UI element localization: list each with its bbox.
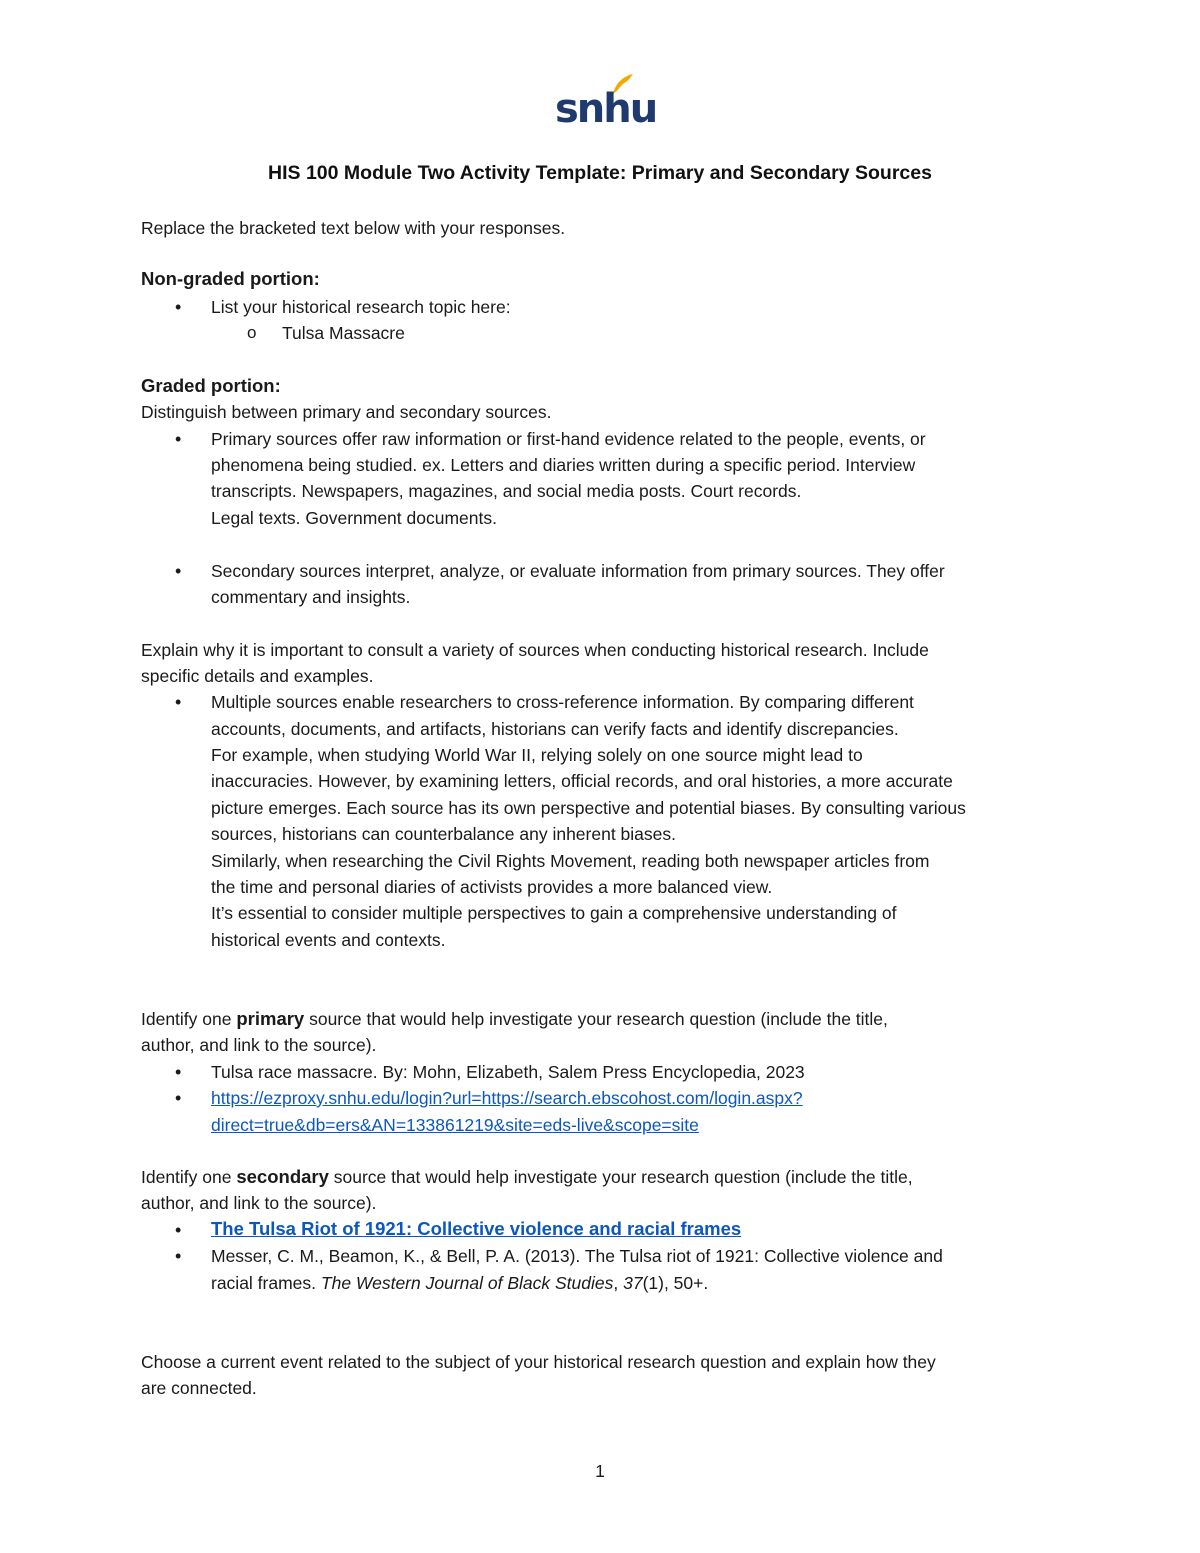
instructions-text: Replace the bracketed text below with your responses. (141, 218, 566, 238)
primary-definition-line: Primary sources offer raw information or first-hand evidence related to the people, events, or (211, 429, 926, 449)
variety-answer-line: picture emerges. Each source has its own perspective and potential biases. By consulting various (211, 798, 966, 818)
bullet-icon: • (175, 297, 182, 317)
secondary-source-link[interactable]: The Tulsa Riot of 1921: Collective violence and racial frames (211, 1218, 742, 1239)
bullet-icon: • (175, 1220, 182, 1240)
variety-prompt-line: Explain why it is important to consult a variety of sources when conducting historical research. Include (141, 640, 929, 660)
journal-volume: 37 (623, 1273, 643, 1293)
variety-answer-line: It’s essential to consider multiple perspectives to gain a comprehensive understanding of (211, 903, 897, 923)
variety-answer-line: For example, when studying World War II, relying solely on one source might lead to (211, 745, 863, 765)
bullet-icon: • (175, 692, 182, 712)
bullet-icon: • (175, 1062, 182, 1082)
primary-citation: Tulsa race massacre. By: Mohn, Elizabeth, Salem Press Encyclopedia, 2023 (211, 1062, 805, 1082)
variety-answer-line: inaccuracies. However, by examining letters, official records, and oral histories, a more accurate (211, 771, 953, 791)
primary-source-prompt (141, 1006, 1071, 1033)
document-title: HIS 100 Module Two Activity Template: Primary and Secondary Sources (268, 162, 932, 184)
graded-heading: Graded portion: (141, 375, 281, 396)
page-number: 1 (595, 1461, 605, 1481)
distinguish-prompt: Distinguish between primary and secondary sources. (141, 402, 552, 422)
topic-bullet: List your historical research topic here: (211, 297, 511, 317)
secondary-source-prompt-line2: author, and link to the source). (141, 1193, 377, 1213)
secondary-citation-line1: Messer, C. M., Beamon, K., & Bell, P. A. (2013). The Tulsa riot of 1921: Collective violence and (211, 1246, 943, 1266)
prompt-text: source that would help investigate your research question (include the title, (304, 1009, 888, 1029)
variety-prompt-line: specific details and examples. (141, 666, 374, 686)
variety-answer-line: Multiple sources enable researchers to cross-reference information. By comparing different (211, 692, 914, 712)
secondary-definition-line: commentary and insights. (211, 587, 411, 607)
prompt-text: Identify one (141, 1009, 237, 1029)
prompt-text: Identify one (141, 1167, 237, 1187)
current-event-prompt-line: are connected. (141, 1378, 257, 1398)
variety-answer-line: sources, historians can counterbalance any inherent biases. (211, 824, 676, 844)
primary-definition-line: Legal texts. Government documents. (211, 508, 497, 528)
bullet-icon: • (175, 1246, 182, 1266)
variety-answer-line: accounts, documents, and artifacts, historians can verify facts and identify discrepancies. (211, 719, 899, 739)
citation-text: racial frames. (211, 1273, 321, 1293)
secondary-citation-line2 (211, 1270, 1071, 1297)
variety-answer-line: historical events and contexts. (211, 930, 446, 950)
primary-url-line1[interactable]: https://ezproxy.snhu.edu/login?url=https://search.ebscohost.com/login.aspx? (211, 1088, 803, 1108)
prompt-text: source that would help investigate your research question (include the title, (328, 1167, 913, 1187)
primary-url-line2[interactable]: direct=true&db=ers&AN=133861219&site=eds-live&scope=site (211, 1114, 699, 1135)
primary-source-link[interactable] (211, 1085, 1071, 1138)
prompt-emphasis: secondary (236, 1166, 329, 1187)
citation-text: , (613, 1273, 624, 1293)
primary-definition-line: phenomena being studied. ex. Letters and diaries written during a specific period. Interview (211, 455, 916, 475)
secondary-source-prompt (141, 1164, 1071, 1191)
secondary-definition-line: Secondary sources interpret, analyze, or evaluate information from primary sources. They offer (211, 561, 945, 581)
variety-answer-line: Similarly, when researching the Civil Rights Movement, reading both newspaper articles from (211, 851, 930, 871)
primary-source-prompt-line2: author, and link to the source). (141, 1035, 377, 1055)
snhu-logo (555, 72, 657, 134)
journal-title: The Western Journal of Black Studies (320, 1273, 614, 1293)
logo-wordmark: snhu (555, 86, 657, 132)
variety-answer-line: the time and personal diaries of activists provides a more balanced view. (211, 877, 773, 897)
sub-bullet-marker: o (247, 323, 257, 342)
bullet-icon: • (175, 561, 182, 581)
research-topic: Tulsa Massacre (282, 323, 405, 343)
bullet-icon: • (175, 1088, 182, 1108)
citation-text: (1), 50+. (642, 1273, 709, 1293)
primary-definition-line: transcripts. Newspapers, magazines, and social media posts. Court records. (211, 481, 802, 501)
non-graded-heading: Non-graded portion: (141, 268, 320, 289)
bullet-icon: • (175, 429, 182, 449)
prompt-emphasis: primary (236, 1008, 305, 1029)
secondary-link-item[interactable] (211, 1216, 1071, 1243)
current-event-prompt-line: Choose a current event related to the subject of your historical research question and explain how they (141, 1352, 936, 1372)
